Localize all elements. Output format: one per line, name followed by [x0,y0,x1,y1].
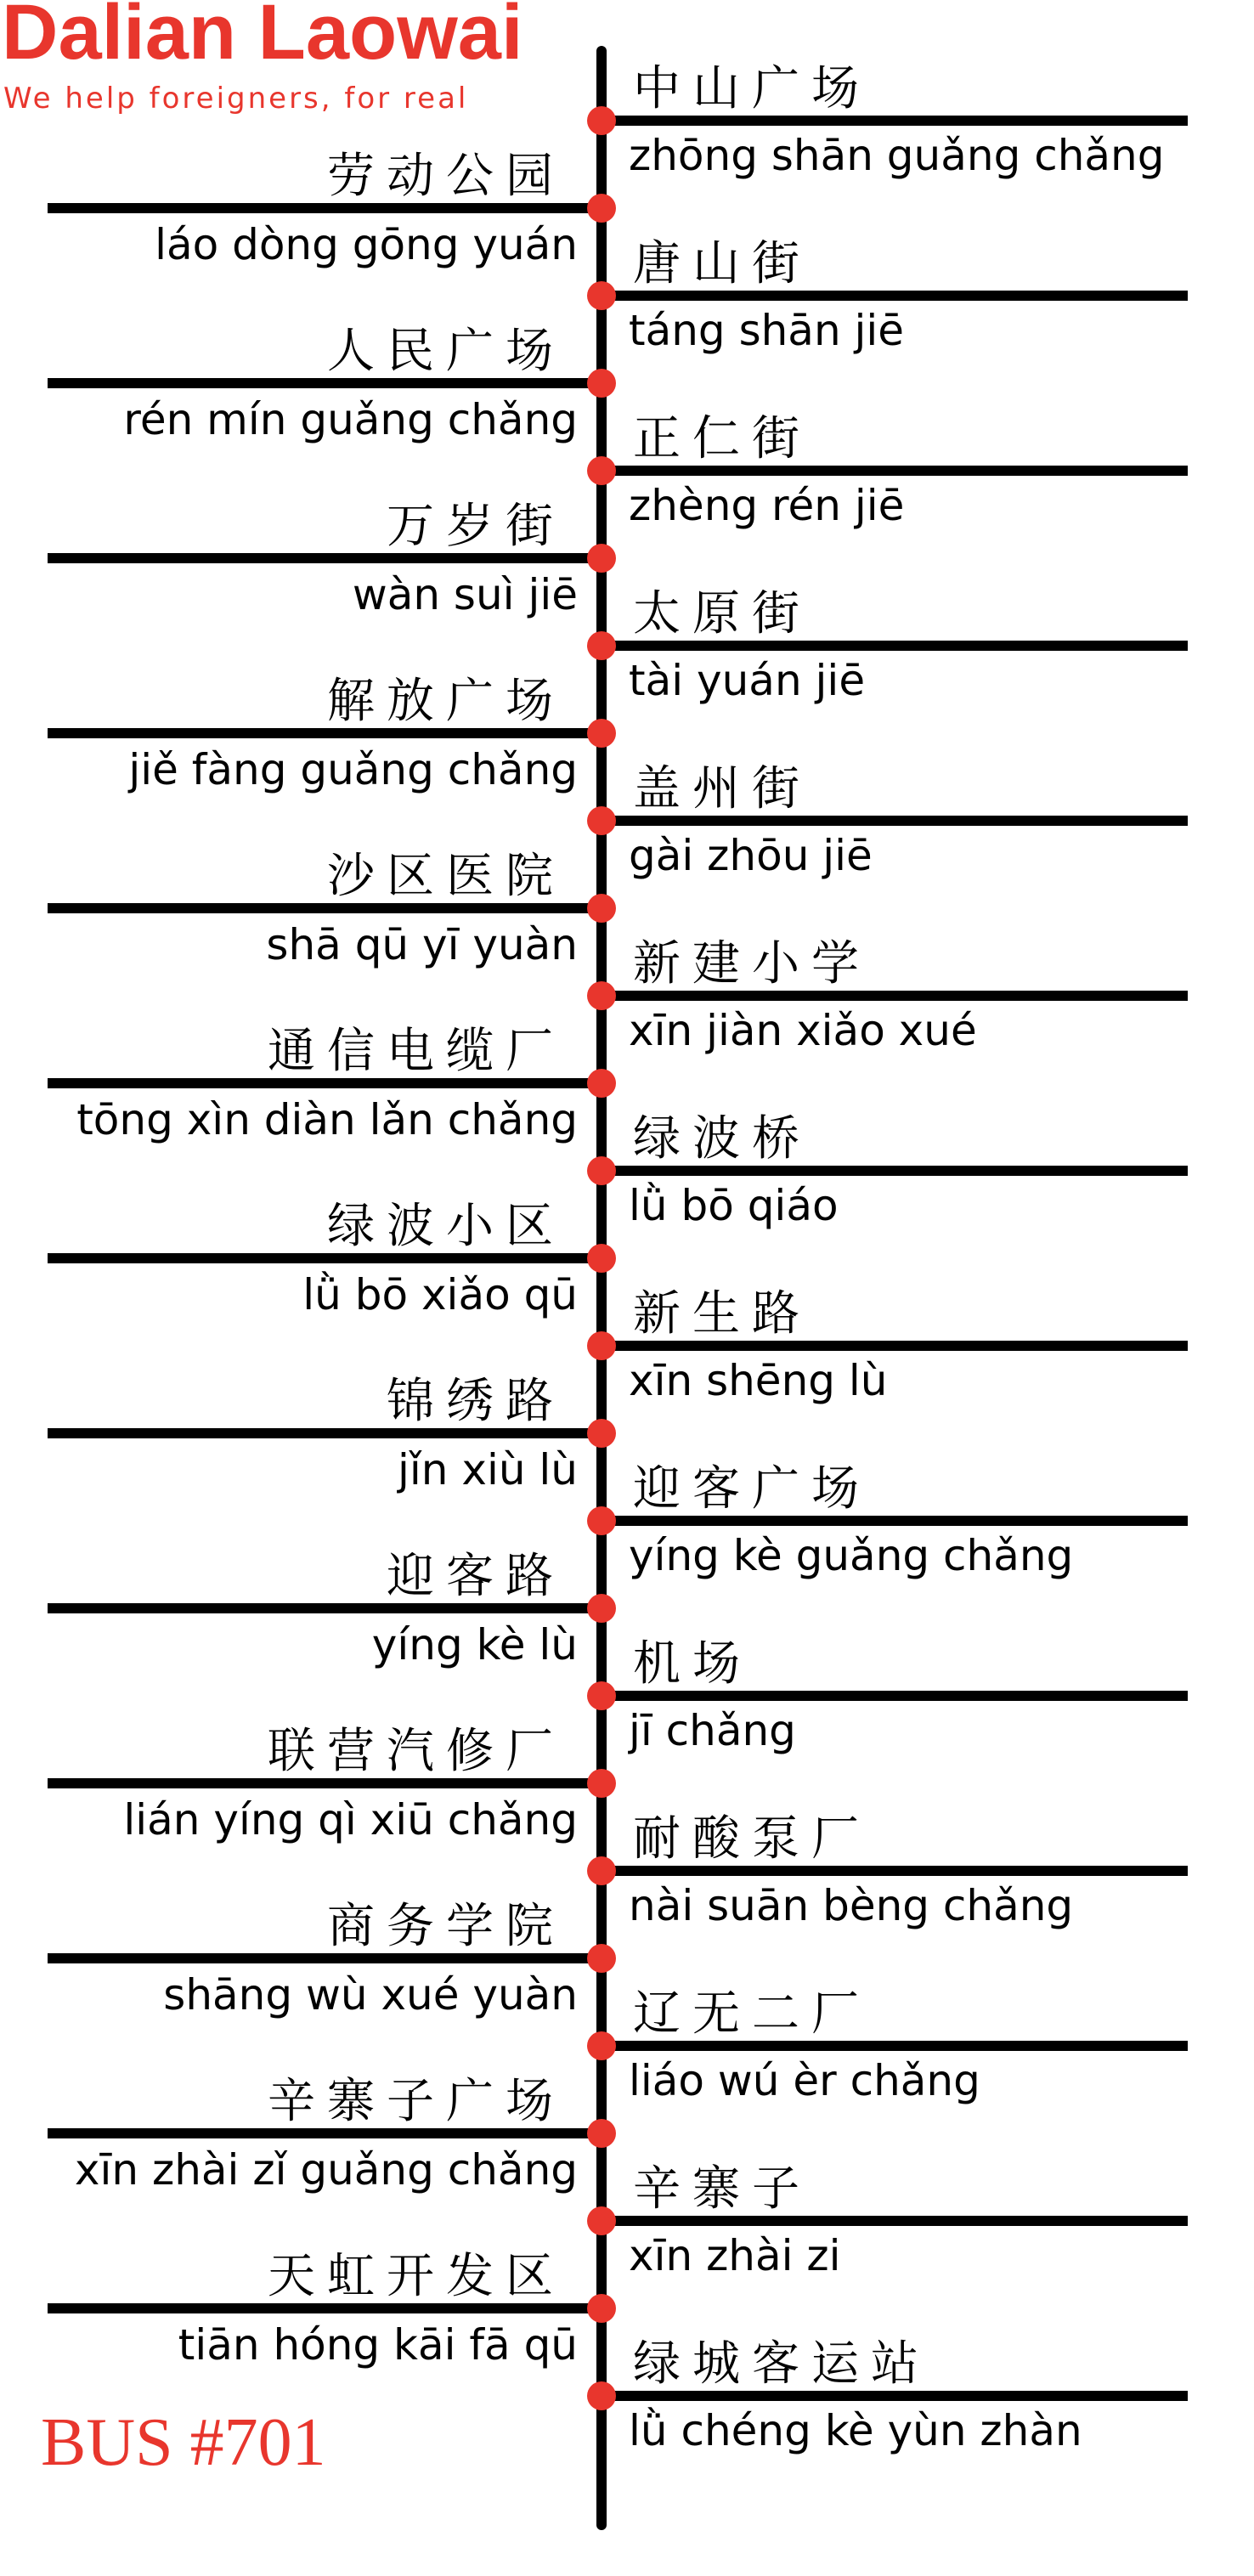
stop-name-pinyin: xīn zhài zǐ guǎng chǎng [74,2145,578,2195]
stop-name-chinese: 迎客广场 [633,1461,871,1517]
stop-name-chinese: 辽无二厂 [633,1986,871,2042]
stop-name-chinese: 耐酸泵厂 [633,1811,871,1867]
stop-name-pinyin: lián yíng qì xiū chǎng [123,1795,578,1844]
stop-name-pinyin: zhèng rén jiē [629,481,905,530]
stop-name-chinese: 沙区医院 [327,849,565,904]
stop-name-pinyin: táng shān jiē [629,306,905,355]
stop-name-chinese: 通信电缆厂 [268,1024,565,1079]
stop-name-pinyin: shā qū yī yuàn [266,920,578,969]
stop-marker [587,2031,616,2060]
stop-name-pinyin: nài suān bèng chǎng [629,1881,1074,1930]
stop-name-pinyin: liáo wú èr chǎng [629,2056,980,2105]
stop-marker [587,1769,616,1798]
stop-name-chinese: 人民广场 [327,324,565,379]
stop-marker [587,1331,616,1360]
brand-tagline: We help foreigners, for real [3,82,469,116]
stop-name-chinese: 绿城客运站 [633,2336,930,2392]
stop-marker [587,719,616,748]
stop-name-chinese: 盖州街 [633,761,811,816]
stop-marker [587,106,616,135]
stop-name-chinese: 机场 [633,1636,752,1692]
stop-marker [587,1156,616,1185]
stop-name-pinyin: gài zhōu jiē [629,831,873,880]
stop-name-pinyin: shāng wù xué yuàn [163,1970,578,2020]
stop-name-pinyin: lǜ chéng kè yùn zhàn [629,2406,1082,2455]
stop-marker [587,1069,616,1098]
stop-name-chinese: 辛寨子广场 [268,2074,565,2129]
stop-marker [587,1944,616,1973]
stop-marker [587,2381,616,2410]
stop-name-chinese: 正仁街 [633,411,811,466]
stop-marker [587,2206,616,2235]
bus-route-label: BUS #701 [41,2405,326,2480]
stop-marker [587,894,616,923]
stop-name-chinese: 绿波桥 [633,1111,811,1167]
stop-name-pinyin: wàn suì jiē [352,570,578,619]
stop-name-chinese: 劳动公园 [327,149,565,204]
stop-name-pinyin: yíng kè lù [371,1620,578,1669]
stop-marker [587,1856,616,1885]
stop-marker [587,981,616,1010]
stop-marker [587,631,616,660]
stop-marker [587,1681,616,1710]
stop-name-chinese: 绿波小区 [327,1199,565,1254]
stop-name-pinyin: tōng xìn diàn lǎn chǎng [76,1095,578,1144]
stop-name-pinyin: xīn shēng lù [629,1356,888,1405]
stop-name-chinese: 万岁街 [387,499,565,554]
stop-marker [587,2294,616,2323]
stop-name-pinyin: tài yuán jiē [629,656,866,705]
stop-name-pinyin: xīn jiàn xiǎo xué [629,1006,977,1055]
stop-name-pinyin: láo dòng gōng yuán [155,220,578,269]
brand-logo: Dalian Laowai [2,0,523,76]
stop-marker [587,2119,616,2148]
stop-name-chinese: 太原街 [633,586,811,641]
stop-name-pinyin: tiān hóng kāi fā qū [178,2320,578,2370]
stop-marker [587,1244,616,1273]
stop-name-pinyin: zhōng shān guǎng chǎng [629,131,1165,180]
stop-marker [587,194,616,223]
stop-name-chinese: 联营汽修厂 [268,1724,565,1779]
stop-name-pinyin: lǜ bō xiǎo qū [302,1270,578,1319]
stop-marker [587,1419,616,1448]
stop-name-chinese: 天虹开发区 [268,2249,565,2304]
stop-marker [587,281,616,310]
stop-name-pinyin: jī chǎng [629,1706,796,1755]
stop-name-chinese: 新生路 [633,1286,811,1342]
stop-name-chinese: 迎客路 [387,1549,565,1604]
stop-name-pinyin: rén mín guǎng chǎng [123,395,578,444]
stop-name-chinese: 新建小学 [633,936,871,991]
stop-name-pinyin: xīn zhài zi [629,2231,841,2280]
stop-name-pinyin: yíng kè guǎng chǎng [629,1531,1074,1580]
stop-name-chinese: 辛寨子 [633,2161,811,2217]
stop-marker [587,1506,616,1535]
stop-marker [587,369,616,398]
stop-name-pinyin: lǜ bō qiáo [629,1181,839,1230]
stop-name-pinyin: jǐn xiù lù [397,1445,578,1494]
stop-name-chinese: 中山广场 [633,61,871,116]
stop-marker [587,456,616,485]
stop-name-chinese: 锦绣路 [387,1374,565,1429]
stop-marker [587,544,616,573]
stop-marker [587,806,616,835]
stop-name-pinyin: jiě fàng guǎng chǎng [128,745,578,794]
stop-marker [587,1594,616,1623]
stop-name-chinese: 解放广场 [327,674,565,729]
stop-name-chinese: 唐山街 [633,236,811,291]
stop-name-chinese: 商务学院 [327,1899,565,1954]
